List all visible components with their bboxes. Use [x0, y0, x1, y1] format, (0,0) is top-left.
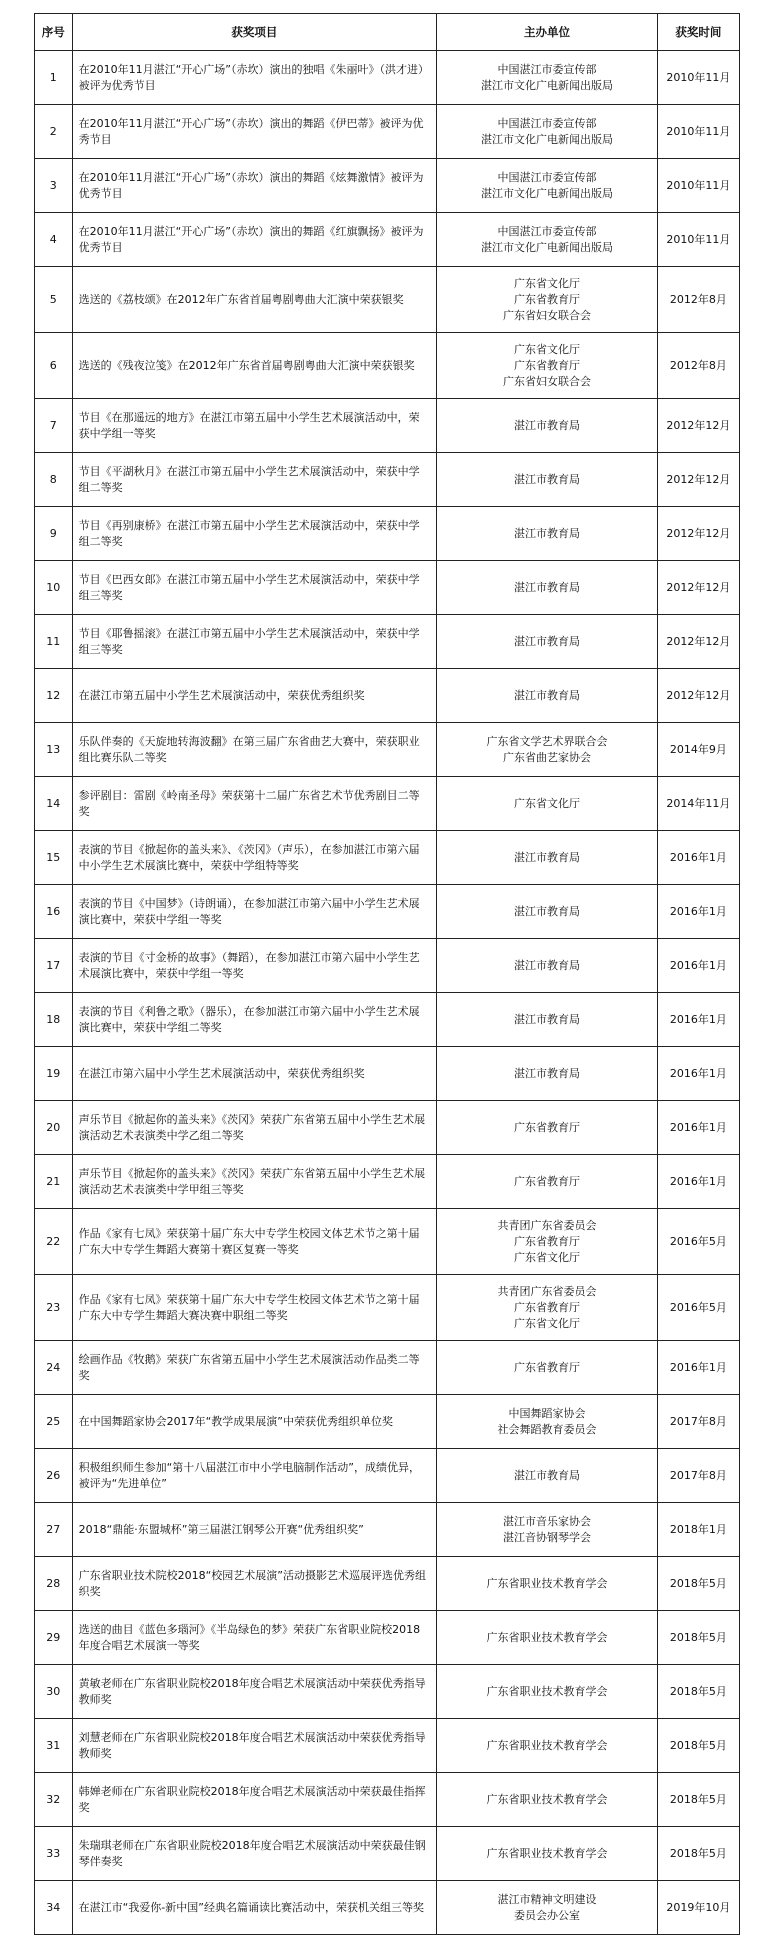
table-row [35, 399, 740, 453]
organizer-cell [437, 831, 657, 885]
organizer-name: 广东省文化厅 [513, 796, 580, 810]
award-item: 绘画作品《牧鹅》荣获广东省第五届中小学生艺术展演活动作品类二等奖 [72, 1341, 437, 1395]
organizer-cell [437, 1341, 657, 1395]
award-item: 参评剧目：雷剧《岭南圣母》荣获第十二届广东省艺术节优秀剧目二等奖 [72, 777, 437, 831]
organizer-name: 广东省职业技术教育学会 [486, 1792, 608, 1806]
row-number: 31 [35, 1719, 73, 1773]
table-row [35, 669, 740, 723]
award-item: 在中国舞蹈家协会2017年“教学成果展演”中荣获优秀组织单位奖 [72, 1395, 437, 1449]
header-item: 获奖项目 [72, 14, 437, 51]
row-number: 17 [35, 939, 73, 993]
award-time: 2018年5月 [657, 1827, 739, 1881]
organizer-name: 湛江市教育局 [513, 472, 580, 486]
row-number: 14 [35, 777, 73, 831]
organizer-name: 广东省教育厅 [513, 1120, 580, 1134]
organizer-name: 湛江市教育局 [513, 1468, 580, 1482]
row-number: 22 [35, 1209, 73, 1275]
table-row [35, 1719, 740, 1773]
row-number: 21 [35, 1155, 73, 1209]
organizer-cell [437, 885, 657, 939]
row-number: 1 [35, 51, 73, 105]
organizer-cell [437, 1881, 657, 1935]
table-row [35, 615, 740, 669]
organizer-name: 广东省职业技术教育学会 [486, 1846, 608, 1860]
award-time: 2012年8月 [657, 267, 739, 333]
table-row [35, 1503, 740, 1557]
award-item: 表演的节目《掀起你的盖头来》、《茨冈》（声乐），在参加湛江市第六届中小学生艺术展演比赛中，荣获中学组特等奖 [72, 831, 437, 885]
award-time: 2019年10月 [657, 1881, 739, 1935]
award-time: 2016年5月 [657, 1209, 739, 1275]
award-time: 2018年5月 [657, 1665, 739, 1719]
award-time: 2016年1月 [657, 1101, 739, 1155]
organizer-name: 委员会办公室 [513, 1908, 580, 1922]
organizer-cell [437, 939, 657, 993]
award-time: 2012年12月 [657, 669, 739, 723]
organizer-cell [437, 1503, 657, 1557]
table-row [35, 1155, 740, 1209]
table-row [35, 507, 740, 561]
organizer-cell [437, 1827, 657, 1881]
award-item: 在2010年11月湛江“开心广场”（赤坎）演出的舞蹈《红旗飘扬》被评为优秀节目 [72, 213, 437, 267]
organizer-cell [437, 615, 657, 669]
table-row [35, 1827, 740, 1881]
award-item: 在2010年11月湛江“开心广场”（赤坎）演出的独唱《朱丽叶》（洪才进）被评为优秀节目 [72, 51, 437, 105]
awards-table [34, 13, 740, 1935]
organizer-name: 广东省职业技术教育学会 [486, 1684, 608, 1698]
table-row [35, 159, 740, 213]
organizer-name: 湛江市文化广电新闻出版局 [480, 186, 613, 200]
organizer-name: 湛江市教育局 [513, 850, 580, 864]
organizer-cell [437, 1275, 657, 1341]
organizer-cell [437, 1449, 657, 1503]
award-item: 广东省职业技术院校2018“校园艺术展演”活动摄影艺术巡展评选优秀组织奖 [72, 1557, 437, 1611]
award-item: 声乐节目《掀起你的盖头来》《茨冈》荣获广东省第五届中小学生艺术展演活动艺术表演类中学乙组二等奖 [72, 1101, 437, 1155]
organizer-cell [437, 267, 657, 333]
row-number: 26 [35, 1449, 73, 1503]
row-number: 30 [35, 1665, 73, 1719]
organizer-cell [437, 561, 657, 615]
organizer-cell [437, 51, 657, 105]
award-item: 表演的节目《寸金桥的故事》（舞蹈），在参加湛江市第六届中小学生艺术展演比赛中，荣获中学组一等奖 [72, 939, 437, 993]
table-row [35, 993, 740, 1047]
organizer-name: 湛江市教育局 [513, 418, 580, 432]
organizer-cell [437, 777, 657, 831]
award-time: 2018年5月 [657, 1611, 739, 1665]
award-time: 2016年1月 [657, 993, 739, 1047]
row-number: 18 [35, 993, 73, 1047]
award-time: 2016年1月 [657, 1155, 739, 1209]
award-item: 在2010年11月湛江“开心广场”（赤坎）演出的舞蹈《炫舞激情》被评为优秀节目 [72, 159, 437, 213]
organizer-name: 广东省文化厅 [513, 1250, 580, 1264]
row-number: 19 [35, 1047, 73, 1101]
row-number: 12 [35, 669, 73, 723]
organizer-name: 广东省职业技术教育学会 [486, 1738, 608, 1752]
organizer-name: 广东省文学艺术界联合会 [486, 734, 608, 748]
row-number: 24 [35, 1341, 73, 1395]
organizer-cell [437, 1047, 657, 1101]
award-time: 2018年5月 [657, 1557, 739, 1611]
organizer-name: 广东省教育厅 [513, 1360, 580, 1374]
awards-table-container [34, 13, 740, 1935]
award-item: 在湛江市第六届中小学生艺术展演活动中，荣获优秀组织奖 [72, 1047, 437, 1101]
award-time: 2010年11月 [657, 105, 739, 159]
organizer-cell [437, 1395, 657, 1449]
table-row [35, 453, 740, 507]
organizer-cell [437, 333, 657, 399]
table-row [35, 939, 740, 993]
award-item: 2018“鼎能·东盟城杯”第三届湛江钢琴公开赛“优秀组织奖” [72, 1503, 437, 1557]
organizer-name: 社会舞蹈教育委员会 [497, 1422, 597, 1436]
row-number: 32 [35, 1773, 73, 1827]
organizer-name: 广东省教育厅 [513, 1174, 580, 1188]
row-number: 3 [35, 159, 73, 213]
award-item: 节目《巴西女郎》在湛江市第五届中小学生艺术展演活动中，荣获中学组三等奖 [72, 561, 437, 615]
table-row [35, 1665, 740, 1719]
award-time: 2016年1月 [657, 885, 739, 939]
table-row [35, 1881, 740, 1935]
award-item: 表演的节目《利鲁之歌》（器乐），在参加湛江市第六届中小学生艺术展演比赛中，荣获中学组二等奖 [72, 993, 437, 1047]
row-number: 13 [35, 723, 73, 777]
table-row [35, 561, 740, 615]
row-number: 25 [35, 1395, 73, 1449]
organizer-cell [437, 1557, 657, 1611]
row-number: 8 [35, 453, 73, 507]
award-time: 2016年1月 [657, 1047, 739, 1101]
organizer-name: 湛江市教育局 [513, 526, 580, 540]
award-time: 2016年1月 [657, 1341, 739, 1395]
award-time: 2018年5月 [657, 1719, 739, 1773]
award-item: 积极组织师生参加“第十八届湛江市中小学电脑制作活动”，成绩优异，被评为“先进单位” [72, 1449, 437, 1503]
organizer-name: 湛江市教育局 [513, 634, 580, 648]
organizer-cell [437, 993, 657, 1047]
organizer-name: 共青团广东省委员会 [497, 1218, 597, 1232]
table-row [35, 1773, 740, 1827]
award-item: 选送的《荔枝颂》在2012年广东省首届粤剧粤曲大汇演中荣获银奖 [72, 267, 437, 333]
award-time: 2017年8月 [657, 1449, 739, 1503]
row-number: 7 [35, 399, 73, 453]
organizer-name: 中国舞蹈家协会 [508, 1406, 586, 1420]
organizer-name: 湛江市教育局 [513, 1012, 580, 1026]
table-row [35, 267, 740, 333]
organizer-name: 湛江市精神文明建设 [497, 1892, 597, 1906]
table-row [35, 885, 740, 939]
organizer-name: 湛江市文化广电新闻出版局 [480, 132, 613, 146]
organizer-name: 广东省妇女联合会 [502, 374, 591, 388]
organizer-cell [437, 669, 657, 723]
row-number: 4 [35, 213, 73, 267]
organizer-name: 湛江市教育局 [513, 904, 580, 918]
organizer-name: 广东省文化厅 [513, 276, 580, 290]
row-number: 10 [35, 561, 73, 615]
organizer-cell [437, 105, 657, 159]
table-row [35, 1209, 740, 1275]
organizer-name: 广东省曲艺家协会 [502, 750, 591, 764]
award-item: 选送的《残夜泣笺》在2012年广东省首届粤剧粤曲大汇演中荣获银奖 [72, 333, 437, 399]
organizer-name: 中国湛江市委宣传部 [497, 224, 597, 238]
award-item: 韩婵老师在广东省职业院校2018年度合唱艺术展演活动中荣获最佳指挥奖 [72, 1773, 437, 1827]
organizer-name: 广东省文化厅 [513, 342, 580, 356]
organizer-cell [437, 1719, 657, 1773]
award-item: 在湛江市第五届中小学生艺术展演活动中，荣获优秀组织奖 [72, 669, 437, 723]
table-row [35, 1101, 740, 1155]
row-number: 34 [35, 1881, 73, 1935]
organizer-name: 湛江市音乐家协会 [502, 1514, 591, 1528]
table-row [35, 333, 740, 399]
award-item: 朱瑞琪老师在广东省职业院校2018年度合唱艺术展演活动中荣获最佳钢琴伴奏奖 [72, 1827, 437, 1881]
award-item: 刘慧老师在广东省职业院校2018年度合唱艺术展演活动中荣获优秀指导教师奖 [72, 1719, 437, 1773]
organizer-cell [437, 1155, 657, 1209]
organizer-cell [437, 723, 657, 777]
row-number: 11 [35, 615, 73, 669]
table-row [35, 1449, 740, 1503]
award-time: 2016年5月 [657, 1275, 739, 1341]
table-row [35, 777, 740, 831]
award-time: 2012年12月 [657, 399, 739, 453]
row-number: 16 [35, 885, 73, 939]
header-org: 主办单位 [437, 14, 657, 51]
award-item: 声乐节目《掀起你的盖头来》《茨冈》荣获广东省第五届中小学生艺术展演活动艺术表演类中学甲组三等奖 [72, 1155, 437, 1209]
organizer-name: 广东省妇女联合会 [502, 308, 591, 322]
organizer-name: 湛江市教育局 [513, 1066, 580, 1080]
organizer-cell [437, 507, 657, 561]
award-time: 2014年11月 [657, 777, 739, 831]
row-number: 20 [35, 1101, 73, 1155]
table-body [35, 51, 740, 1935]
row-number: 29 [35, 1611, 73, 1665]
organizer-name: 湛江市教育局 [513, 688, 580, 702]
row-number: 33 [35, 1827, 73, 1881]
award-time: 2017年8月 [657, 1395, 739, 1449]
award-item: 节目《在那遥远的地方》在湛江市第五届中小学生艺术展演活动中，荣获中学组一等奖 [72, 399, 437, 453]
award-time: 2012年12月 [657, 507, 739, 561]
row-number: 6 [35, 333, 73, 399]
award-time: 2012年12月 [657, 615, 739, 669]
organizer-cell [437, 1101, 657, 1155]
award-time: 2010年11月 [657, 213, 739, 267]
award-item: 乐队伴奏的《天旋地转海波翻》在第三届广东省曲艺大赛中，荣获职业组比赛乐队二等奖 [72, 723, 437, 777]
header-time: 获奖时间 [657, 14, 739, 51]
organizer-cell [437, 1665, 657, 1719]
organizer-name: 中国湛江市委宣传部 [497, 116, 597, 130]
award-time: 2018年5月 [657, 1773, 739, 1827]
award-time: 2012年12月 [657, 561, 739, 615]
organizer-cell [437, 1611, 657, 1665]
organizer-name: 湛江市教育局 [513, 958, 580, 972]
table-row [35, 1047, 740, 1101]
award-item: 表演的节目《中国梦》（诗朗诵），在参加湛江市第六届中小学生艺术展演比赛中，荣获中学组一等奖 [72, 885, 437, 939]
organizer-name: 广东省教育厅 [513, 358, 580, 372]
organizer-cell [437, 1209, 657, 1275]
organizer-name: 广东省文化厅 [513, 1316, 580, 1330]
organizer-cell [437, 1773, 657, 1827]
table-row [35, 1611, 740, 1665]
table-row [35, 105, 740, 159]
table-row [35, 1395, 740, 1449]
organizer-cell [437, 159, 657, 213]
organizer-name: 共青团广东省委员会 [497, 1284, 597, 1298]
award-item: 黄敏老师在广东省职业院校2018年度合唱艺术展演活动中荣获优秀指导教师奖 [72, 1665, 437, 1719]
row-number: 23 [35, 1275, 73, 1341]
organizer-cell [437, 213, 657, 267]
row-number: 5 [35, 267, 73, 333]
table-header-row [35, 14, 740, 51]
table-row [35, 51, 740, 105]
organizer-name: 广东省职业技术教育学会 [486, 1630, 608, 1644]
organizer-name: 中国湛江市委宣传部 [497, 62, 597, 76]
organizer-name: 广东省教育厅 [513, 292, 580, 306]
row-number: 28 [35, 1557, 73, 1611]
award-item: 选送的曲目《蓝色多瑙河》《半岛绿色的梦》荣获广东省职业院校2018年度合唱艺术展演一等奖 [72, 1611, 437, 1665]
award-time: 2014年9月 [657, 723, 739, 777]
award-time: 2018年1月 [657, 1503, 739, 1557]
award-item: 节目《再别康桥》在湛江市第五届中小学生艺术展演活动中，荣获中学组二等奖 [72, 507, 437, 561]
organizer-cell [437, 399, 657, 453]
table-row [35, 831, 740, 885]
row-number: 15 [35, 831, 73, 885]
award-item: 在2010年11月湛江“开心广场”（赤坎）演出的舞蹈《伊巴蒂》被评为优秀节目 [72, 105, 437, 159]
award-item: 作品《家有七凤》荣获第十届广东大中专学生校园文体艺术节之第十届广东大中专学生舞蹈大赛第十赛区复赛一等奖 [72, 1209, 437, 1275]
row-number: 2 [35, 105, 73, 159]
table-row [35, 723, 740, 777]
header-no: 序号 [35, 14, 73, 51]
award-time: 2010年11月 [657, 51, 739, 105]
table-row [35, 213, 740, 267]
award-time: 2016年1月 [657, 831, 739, 885]
award-time: 2016年1月 [657, 939, 739, 993]
award-time: 2010年11月 [657, 159, 739, 213]
organizer-cell [437, 453, 657, 507]
award-time: 2012年8月 [657, 333, 739, 399]
organizer-name: 湛江市教育局 [513, 580, 580, 594]
table-row [35, 1557, 740, 1611]
award-item: 节目《平湖秋月》在湛江市第五届中小学生艺术展演活动中，荣获中学组二等奖 [72, 453, 437, 507]
row-number: 9 [35, 507, 73, 561]
award-time: 2012年12月 [657, 453, 739, 507]
row-number: 27 [35, 1503, 73, 1557]
award-item: 作品《家有七凤》荣获第十届广东大中专学生校园文体艺术节之第十届广东大中专学生舞蹈大赛决赛中职组二等奖 [72, 1275, 437, 1341]
table-row [35, 1341, 740, 1395]
organizer-name: 湛江音协钢琴学会 [502, 1530, 591, 1544]
organizer-name: 广东省职业技术教育学会 [486, 1576, 608, 1590]
organizer-name: 广东省教育厅 [513, 1234, 580, 1248]
organizer-name: 中国湛江市委宣传部 [497, 170, 597, 184]
award-item: 节目《耶鲁摇滚》在湛江市第五届中小学生艺术展演活动中，荣获中学组三等奖 [72, 615, 437, 669]
organizer-name: 广东省教育厅 [513, 1300, 580, 1314]
table-row [35, 1275, 740, 1341]
award-item: 在湛江市“我爱你-新中国”经典名篇诵读比赛活动中，荣获机关组三等奖 [72, 1881, 437, 1935]
organizer-name: 湛江市文化广电新闻出版局 [480, 240, 613, 254]
organizer-name: 湛江市文化广电新闻出版局 [480, 78, 613, 92]
